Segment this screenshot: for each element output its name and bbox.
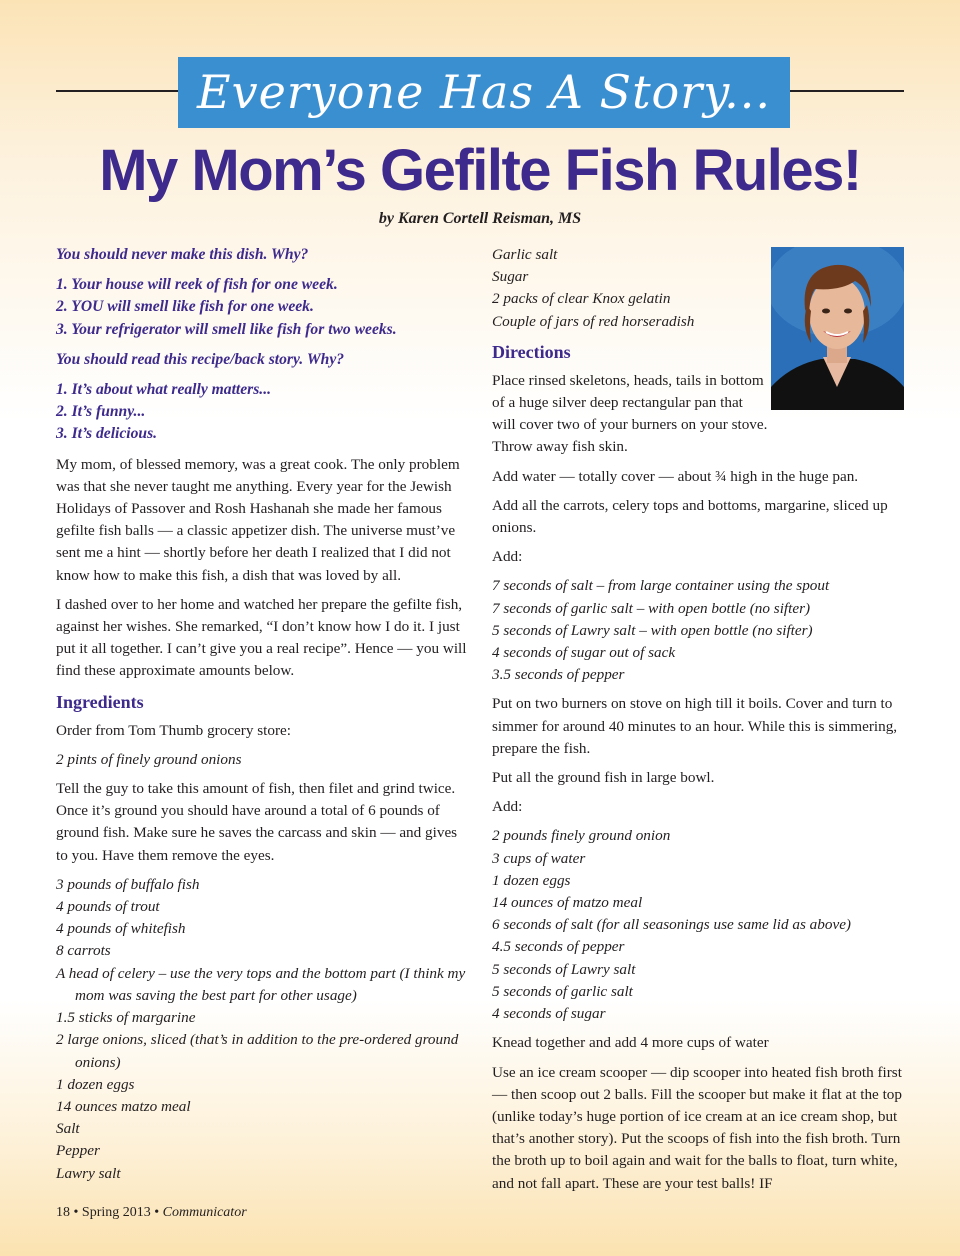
seasoning-item: 1 dozen eggs bbox=[492, 871, 571, 889]
ingredient-item: 4 pounds of whitefish bbox=[56, 920, 186, 938]
seasoning-item: 5 seconds of Lawry salt bbox=[492, 960, 636, 978]
question-read-recipe: You should read this recipe/back story. Why? bbox=[56, 350, 345, 368]
ingredient-item: Garlic salt bbox=[492, 246, 558, 263]
header-rule-right bbox=[790, 90, 904, 92]
ingredient-item: 3 pounds of buffalo fish bbox=[56, 875, 200, 893]
ingredient-item: Salt bbox=[56, 1120, 80, 1138]
ingredient-item: Lawry salt bbox=[56, 1164, 121, 1182]
ingredient-item: 2 packs of clear Knox gelatin bbox=[492, 290, 671, 308]
direction-step: Put on two burners on stove on high till it boils. Cover and turn to simmer for around 40 minutes to an hour. While this is simmering, prepare the fish. bbox=[492, 695, 898, 757]
direction-step: Place rinsed skeletons, heads, tails in bottom of a huge silver deep rectangular pan that will cover two of your burners on your stove. Throw away fish skin. bbox=[492, 371, 768, 456]
question-never-make: You should never make this dish. Why? bbox=[56, 246, 309, 263]
ingredients-heading: Ingredients bbox=[56, 691, 144, 712]
ingredient-item: A head of celery – use the very tops and the bottom part (I think my mom was saving the best part for other usage) bbox=[56, 964, 466, 1004]
add-label: Add: bbox=[492, 548, 523, 566]
seasoning-item: 3.5 seconds of pepper bbox=[492, 666, 625, 684]
onions-order: 2 pints of finely ground onions bbox=[56, 750, 242, 768]
seasoning-item: 14 ounces of matzo meal bbox=[492, 894, 643, 912]
direction-step: Put all the ground fish in large bowl. bbox=[492, 769, 715, 787]
reason-item: 1. Your house will reek of fish for one week. bbox=[56, 276, 338, 294]
broth-seasonings-list bbox=[492, 575, 906, 686]
article-title: My Mom’s Gefilte Fish Rules! bbox=[99, 138, 861, 203]
reason-item: 2. It’s funny... bbox=[56, 403, 146, 421]
seasoning-item: 4.5 seconds of pepper bbox=[492, 938, 625, 956]
ingredient-item: 14 ounces matzo meal bbox=[56, 1097, 191, 1115]
direction-step: Add water — totally cover — about ¾ high in the huge pan. bbox=[492, 467, 859, 485]
add-label: Add: bbox=[492, 798, 523, 816]
seasoning-item: 4 seconds of sugar out of sack bbox=[492, 644, 676, 662]
fish-seasonings-list bbox=[492, 825, 906, 1025]
ingredient-item: 1.5 sticks of margarine bbox=[56, 1009, 196, 1027]
ingredient-item: 4 pounds of trout bbox=[56, 898, 160, 916]
reason-item: 2. YOU will smell like fish for one week. bbox=[56, 298, 314, 316]
direction-step: Knead together and add 4 more cups of water bbox=[492, 1034, 769, 1052]
footer-publication: Communicator bbox=[162, 1205, 247, 1220]
direction-step: Use an ice cream scooper — dip scooper into heated fish broth first — then scoop out 2 balls. Fill the scooper but make it flat at the top (unlike today’s huge portion of ice cream at an ice cream shop, but that’s another story). Put the scoops of fish into the fish broth. Turn the broth up to boil again and wait for the balls to float, turn white, and not fall apart. These are your test balls! IF bbox=[492, 1063, 902, 1192]
seasoning-item: 7 seconds of garlic salt – with open bottle (no sifter) bbox=[492, 599, 811, 617]
reason-item: 3. It’s delicious. bbox=[56, 425, 158, 443]
seasoning-item: 4 seconds of sugar bbox=[492, 1005, 606, 1023]
reason-item: 1. It’s about what really matters... bbox=[56, 381, 272, 399]
ingredient-item: 8 carrots bbox=[56, 942, 111, 960]
header-rule-left bbox=[56, 90, 178, 92]
right-column bbox=[492, 244, 906, 1202]
story-paragraph-2: I dashed over to her home and watched her prepare the gefilte fish, against her wishes. She remarked, “I don’t know how I do it. I just put it all together. I can’t give you a real recipe”. Hence — you will find these approximate amounts below. bbox=[56, 595, 467, 680]
ingredient-item: Pepper bbox=[56, 1142, 100, 1160]
seasoning-item: 7 seconds of salt – from large container using the spout bbox=[492, 577, 830, 595]
ingredient-item: 2 large onions, sliced (that’s in addition to the pre-ordered ground onions) bbox=[56, 1031, 459, 1071]
series-banner: Everyone Has A Story... bbox=[178, 57, 790, 128]
seasoning-item: 5 seconds of garlic salt bbox=[492, 982, 633, 1000]
directions-heading: Directions bbox=[492, 341, 571, 362]
reason-item: 3. Your refrigerator will smell like fish for two weeks. bbox=[56, 320, 397, 338]
seasoning-item: 2 pounds finely ground onion bbox=[492, 827, 671, 845]
ingredient-item: 1 dozen eggs bbox=[56, 1075, 135, 1093]
seasoning-item: 6 seconds of salt (for all seasonings use same lid as above) bbox=[492, 916, 851, 934]
reasons-read-recipe bbox=[56, 379, 470, 446]
story-paragraph-1: My mom, of blessed memory, was a great cook. The only problem was that she never taught me anything. Every year for the Jewish Holidays of Passover and Rosh Hashanah she made her famous gefilte fish balls — a classic appetizer dish. The universe must’ve sent me a hint — shortly before her death I realized that I did not know how to make this fish, a dish that was loved by all. bbox=[56, 455, 460, 584]
seasoning-item: 3 cups of water bbox=[492, 849, 586, 867]
seasoning-item: 5 seconds of Lawry salt – with open bottle (no sifter) bbox=[492, 621, 813, 639]
page-footer bbox=[56, 1205, 247, 1221]
fish-instructions: Tell the guy to take this amount of fish, then filet and grind twice. Once it’s ground you should have around a total of 6 pounds of ground fish. Make sure he saves the carcass and skin — and gives to you. Have them remove the eyes. bbox=[56, 780, 458, 864]
ingredient-item: Sugar bbox=[492, 268, 529, 286]
ingredients-list-continued bbox=[492, 244, 906, 333]
ingredients-list bbox=[56, 874, 470, 1185]
ingredient-item: Couple of jars of red horseradish bbox=[492, 312, 695, 330]
direction-step: Add all the carrots, celery tops and bottoms, margarine, sliced up onions. bbox=[492, 496, 888, 537]
footer-page-info: 18 • Spring 2013 • bbox=[56, 1205, 163, 1220]
reasons-never-make bbox=[56, 274, 470, 341]
order-note: Order from Tom Thumb grocery store: bbox=[56, 721, 291, 739]
left-column bbox=[56, 244, 470, 1192]
byline: by Karen Cortell Reisman, MS bbox=[378, 210, 582, 227]
